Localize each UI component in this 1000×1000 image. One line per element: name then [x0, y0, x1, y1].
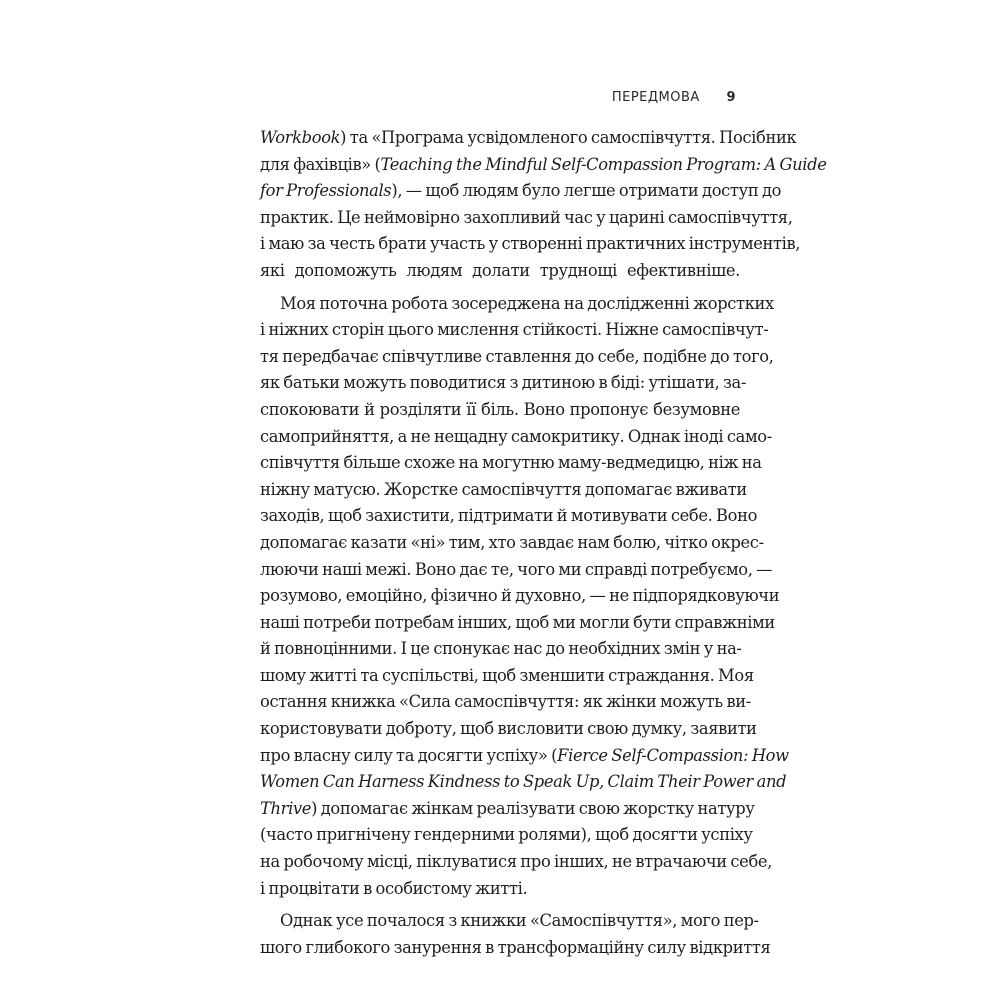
text-segment: про власну силу та досягти успіху» (: [260, 745, 558, 765]
text-segment: ), — щоб людям було легше отримати доступ до: [391, 181, 782, 201]
text-line: [260, 397, 740, 424]
text-line: [260, 743, 789, 770]
text-line: [260, 231, 801, 258]
text-line: [260, 935, 771, 962]
text-line: [260, 557, 773, 584]
text-segment: заходів, щоб захистити, підтримати й мотивувати себе. Воно: [260, 506, 758, 526]
text-line: [260, 716, 757, 743]
text-segment: і ніжних сторін цього мислення стійкості. Ніжне самоспівчут-: [260, 320, 769, 340]
text-line: [260, 205, 793, 232]
text-segment: остання книжка «Сила самоспівчуття: як жінки можуть ви-: [260, 692, 751, 712]
text-line: [260, 370, 747, 397]
text-line: [260, 769, 787, 796]
text-line: [260, 822, 753, 849]
text-segment: Моя поточна робота зосереджена на дослідженні жорстких: [280, 293, 774, 313]
italic-text: Teaching the Mindful Self-Compassion Program: A Guide: [380, 154, 827, 174]
body-text: [260, 125, 827, 961]
text-line: [260, 477, 747, 504]
text-segment: й повноцінними. І це спонукає нас до необхідних змін у на-: [260, 639, 742, 659]
text-segment: для фахівців» (: [260, 154, 381, 174]
italic-text: Workbook: [260, 128, 341, 147]
text-line: [260, 610, 775, 637]
text-segment: наші потреби потребам інших, щоб ми могли бути справжніми: [260, 612, 775, 632]
text-segment: ніжну матусю. Жорстке самоспівчуття допомагає вживати: [260, 479, 747, 499]
text-line: [260, 689, 751, 716]
italic-text: Women Can Harness Kindness to Speak Up, Claim Their Power and: [260, 772, 787, 792]
paragraph: [260, 125, 827, 285]
text-segment: на робочому місці, піклуватися про інших, не втрачаючи себе,: [260, 852, 773, 872]
text-segment: самоприйняття, а не нещадну самокритику. Однак іноді само-: [260, 426, 772, 446]
text-line: [260, 291, 774, 318]
text-line: [260, 908, 759, 935]
text-line: [260, 530, 764, 557]
text-segment: ) та «Програма усвідомленого самоспівчуття. Посібник: [340, 128, 797, 147]
text-line: [260, 152, 827, 179]
text-segment: як батьки можуть поводитися з дитиною в біді: утішати, за-: [260, 373, 747, 393]
text-line: [260, 125, 797, 152]
text-line: [260, 317, 769, 344]
text-segment: ) допомагає жінкам реалізувати свою жорстку натуру: [311, 798, 755, 818]
running-head: [612, 90, 736, 105]
section-title: ПЕРЕДМОВА: [611, 90, 700, 105]
text-segment: тя передбачає співчутливе ставлення до себе, подібне до того,: [260, 346, 774, 366]
text-segment: спокоювати й розділяти її біль. Воно пропонує безумовне: [260, 399, 740, 419]
text-line: [260, 583, 780, 610]
text-line: [260, 849, 773, 876]
text-segment: допомагає казати «ні» тим, хто завдає нам болю, чітко окрес-: [260, 532, 764, 552]
text-segment: співчуття більше схоже на могутню маму-ведмедицю, ніж на: [260, 453, 762, 473]
text-segment: які допоможуть людям долати труднощі ефективніше.: [260, 260, 740, 280]
text-segment: розумово, емоційно, фізично й духовно, — не підпорядковуючи: [260, 586, 780, 606]
paragraph: [260, 291, 789, 903]
text-segment: люючи наші межі. Воно дає те, чого ми справді потребуємо, —: [260, 559, 773, 579]
text-segment: і процвітати в особистому житті.: [260, 878, 528, 898]
italic-text: Fierce Self-Compassion: How: [557, 745, 789, 765]
text-segment: Однак усе почалося з книжки «Самоспівчуття», мого пер-: [280, 911, 759, 931]
text-segment: і маю за честь брати участь у створенні практичних інструментів,: [260, 234, 801, 254]
text-segment: шому житті та суспільстві, щоб зменшити страждання. Моя: [260, 665, 754, 685]
text-line: [260, 258, 740, 285]
page-number: 9: [726, 90, 736, 105]
text-line: [260, 503, 758, 530]
text-line: [260, 636, 740, 663]
italic-text: for Professionals: [260, 181, 392, 201]
text-line: [260, 344, 774, 371]
text-segment: (часто пригнічену гендерними ролями), щоб досягти успіху: [260, 825, 753, 845]
paragraph: [260, 908, 771, 961]
text-line: [260, 424, 772, 451]
italic-text: Thrive: [260, 798, 312, 818]
text-line: [260, 796, 755, 823]
text-segment: шого глибокого занурення в трансформаційну силу відкриття: [260, 937, 771, 957]
text-segment: користовувати доброту, щоб висловити свою думку, заявити: [260, 719, 757, 739]
text-segment: практик. Це неймовірно захопливий час у царині самоспівчуття,: [260, 207, 793, 227]
text-line: [260, 178, 782, 205]
text-line: [260, 876, 740, 903]
text-line: [260, 663, 754, 690]
text-line: [260, 450, 762, 477]
